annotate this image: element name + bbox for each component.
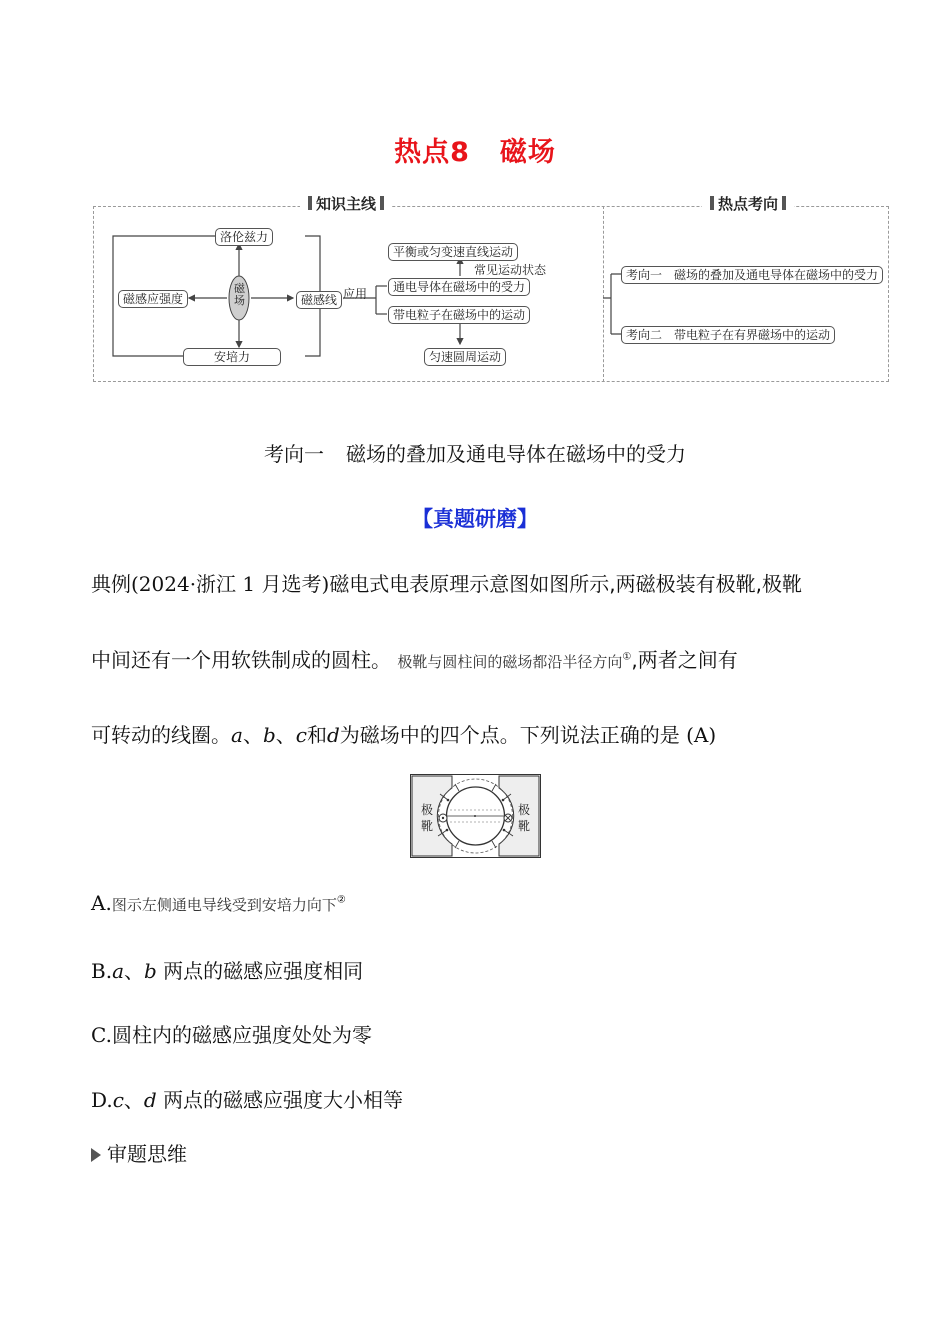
node-ampere: 安培力 — [183, 348, 281, 366]
option-c-letter: C. — [91, 1023, 112, 1047]
var-b: b — [262, 723, 276, 747]
answer: (A) — [686, 723, 717, 747]
sep: 、 — [123, 1088, 144, 1112]
option-b-text: 两点的磁感应强度相同 — [163, 959, 364, 983]
node-field-lines: 磁感线 — [296, 291, 342, 309]
meter-diagram — [410, 774, 541, 858]
title-prefix: 热点8 — [394, 137, 470, 168]
option-c[interactable] — [91, 1019, 871, 1048]
question-line-2 — [91, 644, 871, 673]
var-c: c — [295, 723, 307, 747]
option-b-var2: b — [144, 959, 157, 983]
node-direction-1: 考向一 磁场的叠加及通电导体在磁场中的受力 — [621, 266, 883, 284]
and-word: 和 — [306, 723, 327, 747]
node-conductor-force: 通电导体在磁场中的受力 — [388, 278, 530, 296]
left-pole-label-2: 靴 — [421, 819, 434, 833]
label-apply: 应用 — [343, 287, 368, 301]
var-a: a — [231, 723, 243, 747]
left-panel-title-text: 知识主线 — [316, 195, 377, 213]
option-b-letter: B. — [91, 959, 113, 983]
option-d[interactable] — [91, 1084, 871, 1113]
center-node: 磁场 — [234, 282, 245, 307]
thinking-text: 审题思维 — [107, 1142, 187, 1166]
node-uniform-circular: 匀速圆周运动 — [424, 348, 506, 366]
section-label: 考向一 — [264, 442, 324, 466]
right-panel-title-text: 热点考向 — [718, 195, 779, 213]
option-a-letter: A. — [91, 891, 112, 915]
node-lorentz: 洛伦兹力 — [215, 228, 273, 246]
option-d-var2: d — [143, 1088, 157, 1112]
question-line-3 — [91, 719, 871, 748]
thinking-heading[interactable] — [91, 1138, 871, 1167]
q-label: 典例 — [91, 572, 131, 596]
triangle-right-icon — [91, 1148, 101, 1162]
option-d-var1: c — [112, 1088, 124, 1112]
q-line2-end: ,两者之间有 — [631, 648, 738, 672]
q-footnote-1: ① — [622, 651, 632, 663]
q-line3-end: 为磁场中的四个点。下列说法正确的是 — [339, 723, 680, 747]
option-d-letter: D. — [91, 1088, 113, 1112]
option-a[interactable] — [91, 891, 871, 915]
sep: 、 — [275, 723, 296, 747]
option-a-text: 图示左侧通电导线受到安培力向下 — [111, 896, 337, 914]
right-pole-label-2: 靴 — [518, 819, 531, 833]
q-line3-text: 可转动的线圈。 — [91, 723, 231, 747]
sep: 、 — [124, 959, 144, 983]
title-main: 磁场 — [499, 137, 556, 168]
q-line1-text: 磁电式电表原理示意图如图所示,两磁极装有极靴,极靴 — [329, 572, 803, 596]
option-b[interactable] — [91, 955, 871, 984]
sep: 、 — [242, 723, 263, 747]
right-pole-label-1: 极 — [518, 803, 531, 817]
section-text: 磁场的叠加及通电导体在磁场中的受力 — [346, 442, 686, 466]
option-d-text: 两点的磁感应强度大小相等 — [163, 1088, 404, 1112]
q-source: (2024·浙江 1 月选考) — [131, 572, 330, 596]
node-induction-strength: 磁感应强度 — [118, 290, 188, 308]
node-balance: 平衡或匀变速直线运动 — [388, 243, 518, 261]
section-heading — [0, 438, 950, 467]
option-c-text: 圆柱内的磁感应强度处处为零 — [111, 1023, 372, 1047]
q-annotation-1: 极靴与圆柱间的磁场都沿半径方向 — [397, 653, 623, 671]
node-direction-2: 考向二 带电粒子在有界磁场中的运动 — [621, 326, 835, 344]
option-b-var1: a — [112, 959, 124, 983]
node-charged-motion: 带电粒子在磁场中的运动 — [388, 306, 530, 324]
question-line-1 — [91, 568, 871, 597]
subheading: 【真题研磨】 — [412, 507, 538, 531]
q-line2-text: 中间还有一个用软铁制成的圆柱。 — [91, 648, 391, 672]
label-common-states: 常见运动状态 — [474, 263, 547, 277]
option-a-footnote: ② — [336, 894, 346, 906]
left-pole-label-1: 极 — [421, 803, 434, 817]
page-title — [0, 130, 950, 169]
var-d: d — [326, 723, 340, 747]
